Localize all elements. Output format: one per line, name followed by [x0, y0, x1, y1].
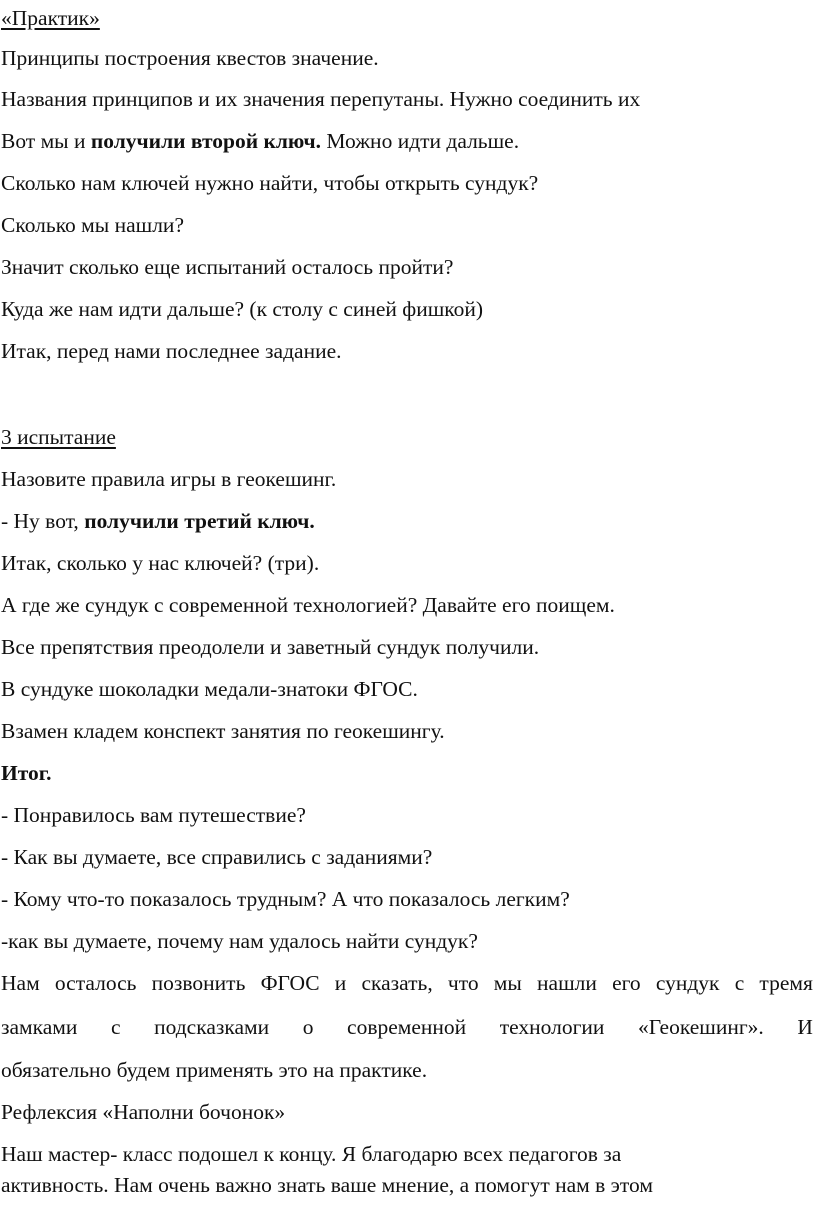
word: его	[612, 971, 641, 995]
text-line: активность. Нам очень важно знать ваше мнение, а помогут нам в этом	[1, 1173, 653, 1197]
word: нашли	[537, 971, 597, 995]
text-line: Итак, перед нами последнее задание.	[1, 339, 342, 363]
bold-text: получили третий ключ.	[84, 509, 315, 533]
word: с	[734, 971, 745, 995]
text-line: обязательно будем применять это на практике.	[1, 1058, 428, 1082]
text-line: Взамен кладем конспект занятия по геокешингу.	[1, 719, 445, 743]
text-line: Принципы построения квестов значение.	[1, 46, 379, 70]
word: подсказками	[154, 1015, 270, 1039]
text-line: Итак, сколько у нас ключей? (три).	[1, 551, 320, 575]
text-line: Сколько нам ключей нужно найти, чтобы открыть сундук?	[1, 171, 539, 195]
word: технологии	[499, 1015, 605, 1039]
word: сундук	[655, 971, 720, 995]
word: осталось	[54, 971, 137, 995]
word: что	[447, 971, 479, 995]
word: позвонить	[151, 971, 246, 995]
bold-text: получили второй ключ.	[90, 129, 322, 153]
text-line: В сундуке шоколадки медали-знатоки ФГОС.	[1, 677, 418, 701]
word: и	[334, 971, 347, 995]
word: И	[797, 1015, 813, 1039]
word: сказать,	[361, 971, 433, 995]
trial-heading: 3 испытание	[1, 425, 116, 449]
practice-heading: «Практик»	[1, 6, 100, 30]
word: тремя	[759, 971, 813, 995]
text-line: Сколько мы нашли?	[1, 213, 184, 237]
word: ФГОС	[260, 971, 320, 995]
text-line	[1, 508, 315, 534]
text-line: Наш мастер- класс подошел к концу. Я благодарю всех педагогов за	[1, 1142, 622, 1166]
text-line: А где же сундук с современной технологией? Давайте его поищем.	[1, 593, 615, 617]
text-line: Названия принципов и их значения перепутаны. Нужно соединить их	[1, 87, 641, 111]
summary-heading: Итог.	[1, 761, 52, 785]
word: замками	[1, 1015, 78, 1039]
text-span: - Ну вот,	[1, 509, 85, 533]
text-span: Можно идти дальше.	[321, 129, 520, 153]
word: «Геокешинг».	[638, 1015, 764, 1039]
text-line: - Кому что-то показалось трудным? А что показалось легким?	[1, 887, 570, 911]
text-line	[1, 128, 519, 154]
text-line: Все препятствия преодолели и заветный сундук получили.	[1, 635, 540, 659]
text-line: - Понравилось вам путешествие?	[1, 803, 306, 827]
word: современной	[347, 1015, 467, 1039]
text-line: -как вы думаете, почему нам удалось найти сундук?	[1, 929, 478, 953]
justified-line-2	[1, 1014, 813, 1040]
word: Нам	[1, 971, 40, 995]
text-span: Вот мы и	[1, 129, 91, 153]
justified-line-1	[1, 970, 813, 996]
text-line: Назовите правила игры в геокешинг.	[1, 467, 337, 491]
word: с	[110, 1015, 121, 1039]
text-line: Куда же нам идти дальше? (к столу с синей фишкой)	[1, 297, 484, 321]
text-line: - Как вы думаете, все справились с заданиями?	[1, 845, 433, 869]
word: мы	[493, 971, 522, 995]
word: о	[302, 1015, 314, 1039]
text-line: Значит сколько еще испытаний осталось пройти?	[1, 255, 454, 279]
reflection-line: Рефлексия «Наполни бочонок»	[1, 1100, 286, 1124]
